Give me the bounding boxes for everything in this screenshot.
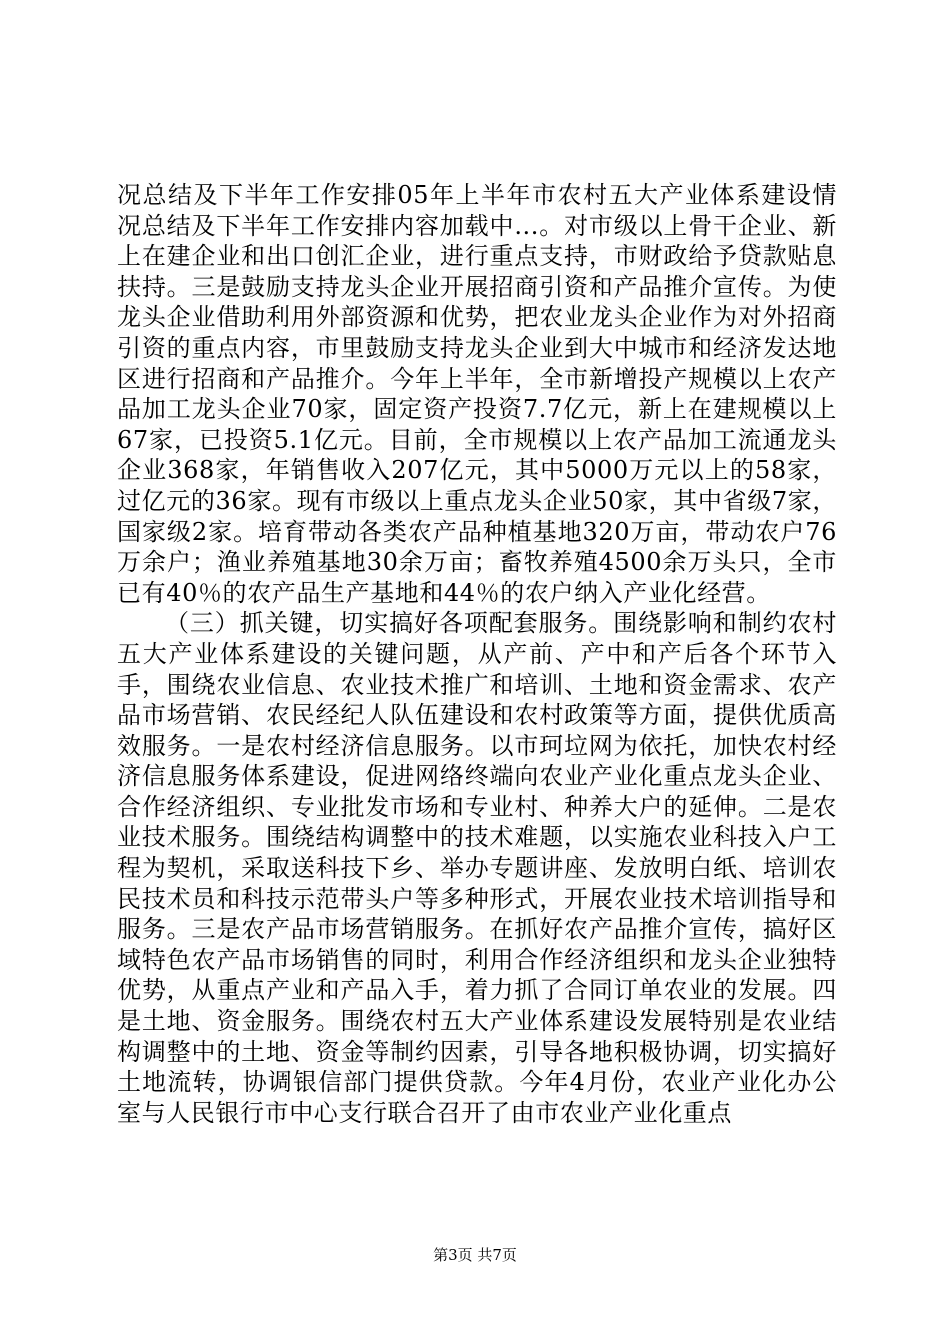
page-footer: [0, 1245, 950, 1265]
paragraph-2: （三）抓关键，切实搞好各项配套服务。围绕影响和制约农村五大产业体系建设的关键问题，从产前、产中和产后各个环节入手，围绕农业信息、农业技术推广和培训、土地和资金需求、农产品市场营销、农民经纪人队伍建设和农村政策等方面，提供优质高效服务。一是农村经济信息服务。以市珂垃网为依托，加快农村经济信息服务体系建设，促进网络终端向农业产业化重点龙头企业、合作经济组织、专业批发市场和专业村、种养大户的延伸。二是农业技术服务。围绕结构调整中的技术难题，以实施农业科技入户工程为契机，采取送科技下乡、举办专题讲座、发放明白纸、培训农民技术员和科技示范带头户等多种形式，开展农业技术培训指导和服务。三是农产品市场营销服务。在抓好农产品推介宣传，搞好区域特色农产品市场销售的同时，利用合作经济组织和龙头企业独特优势，从重点产业和产品入手，着力抓了合同订单农业的发展。四是土地、资金服务。围绕农村五大产业体系建设发展特别是农业结构调整中的土地、资金等制约因素，引导各地积极协调，切实搞好土地流转，协调银信部门提供贷款。今年4月份，农业产业化办公室与人民银行市中心支行联合召开了由市农业产业化重点: [117, 609, 837, 1127]
paragraph-1: 况总结及下半年工作安排05年上半年市农村五大产业体系建设情况总结及下半年工作安排内容加载中...。对市级以上骨干企业、新上在建企业和出口创汇企业，进行重点支持，市财政给予贷款贴息扶持。三是鼓励支持龙头企业开展招商引资和产品推介宣传。为使龙头企业借助利用外部资源和优势，把农业龙头企业作为对外招商引资的重点内容，市里鼓励支持龙头企业到大中城市和经济发达地区进行招商和产品推介。今年上半年，全市新增投产规模以上农产品加工龙头企业70家，固定资产投资7.7亿元，新上在建规模以上67家，已投资5.1亿元。目前，全市规模以上农产品加工流通龙头企业368家，年销售收入207亿元，其中5000万元以上的58家，过亿元的36家。现有市级以上重点龙头企业50家，其中省级7家，国家级2家。培育带动各类农产品种植基地320万亩，带动农户76万余户；渔业养殖基地30余万亩；畜牧养殖4500余万头只，全市已有40％的农产品生产基地和44％的农户纳入产业化经营。: [117, 181, 837, 607]
document-body: [117, 180, 837, 1128]
page-number: 第3页 共7页: [433, 1246, 517, 1264]
